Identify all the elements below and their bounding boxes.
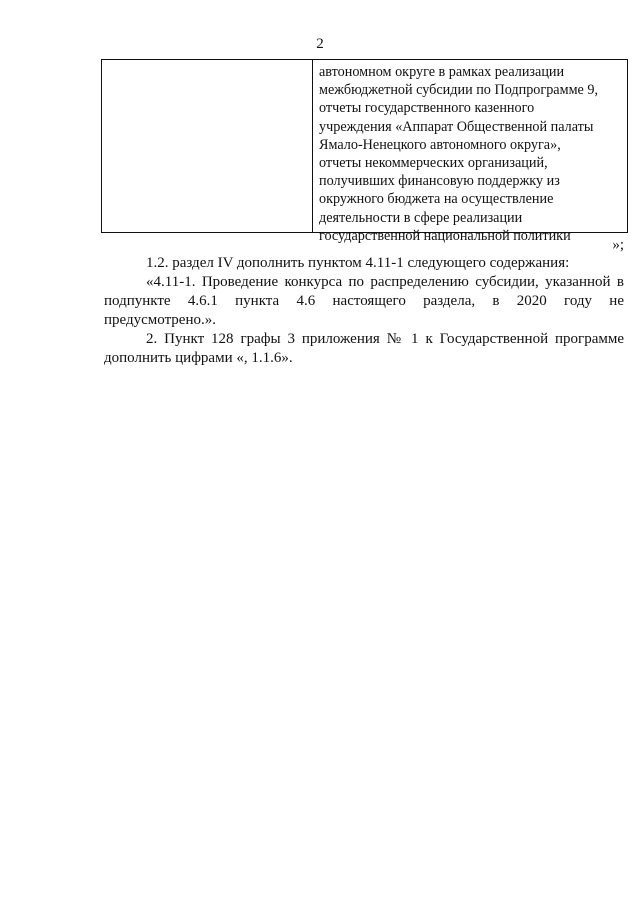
table-cell-line: автономном округе в рамках реализации <box>319 64 565 80</box>
paragraph-4-11-1-line-2: подпункте 4.6.1 пункта 4.6 настоящего раздела, в 2020 году не <box>104 293 624 309</box>
closing-quote: »; <box>612 237 624 253</box>
table-cell-line: получивших финансовую поддержку из <box>319 173 560 190</box>
paragraph-1-2: 1.2. раздел IV дополнить пунктом 4.11-1 следующего содержания: <box>146 255 570 271</box>
table-left-column <box>102 60 313 232</box>
table-cell-line: государственной национальной политики <box>319 227 571 244</box>
table-cell-line: межбюджетной субсидии по Подпрограмме 9, <box>319 82 599 99</box>
table-right-cell <box>319 63 624 245</box>
paragraph-2-line-1: 2. Пункт 128 графы 3 приложения № 1 к Государственной программе <box>146 331 624 347</box>
paragraph-4-11-1-line-1: «4.11-1. Проведение конкурса по распределению субсидии, указанной в <box>146 274 624 290</box>
table-cell-line: окружного бюджета на осуществление <box>319 191 554 208</box>
page-number: 2 <box>316 36 324 52</box>
table-cell-line: деятельности в сфере реализации <box>319 209 523 226</box>
table-cell-line: отчеты государственного казенного <box>319 100 535 117</box>
table-cell-line: учреждения «Аппарат Общественной палаты <box>319 118 594 135</box>
table-cell-line: отчеты некоммерческих организаций, <box>319 155 548 172</box>
paragraph-2-line-2: дополнить цифрами «, 1.1.6». <box>104 350 293 366</box>
table-fragment <box>101 59 628 244</box>
paragraph-4-11-1-line-3: предусмотрено.». <box>104 312 216 328</box>
table-cell-line: Ямало-Ненецкого автономного округа», <box>319 136 561 153</box>
